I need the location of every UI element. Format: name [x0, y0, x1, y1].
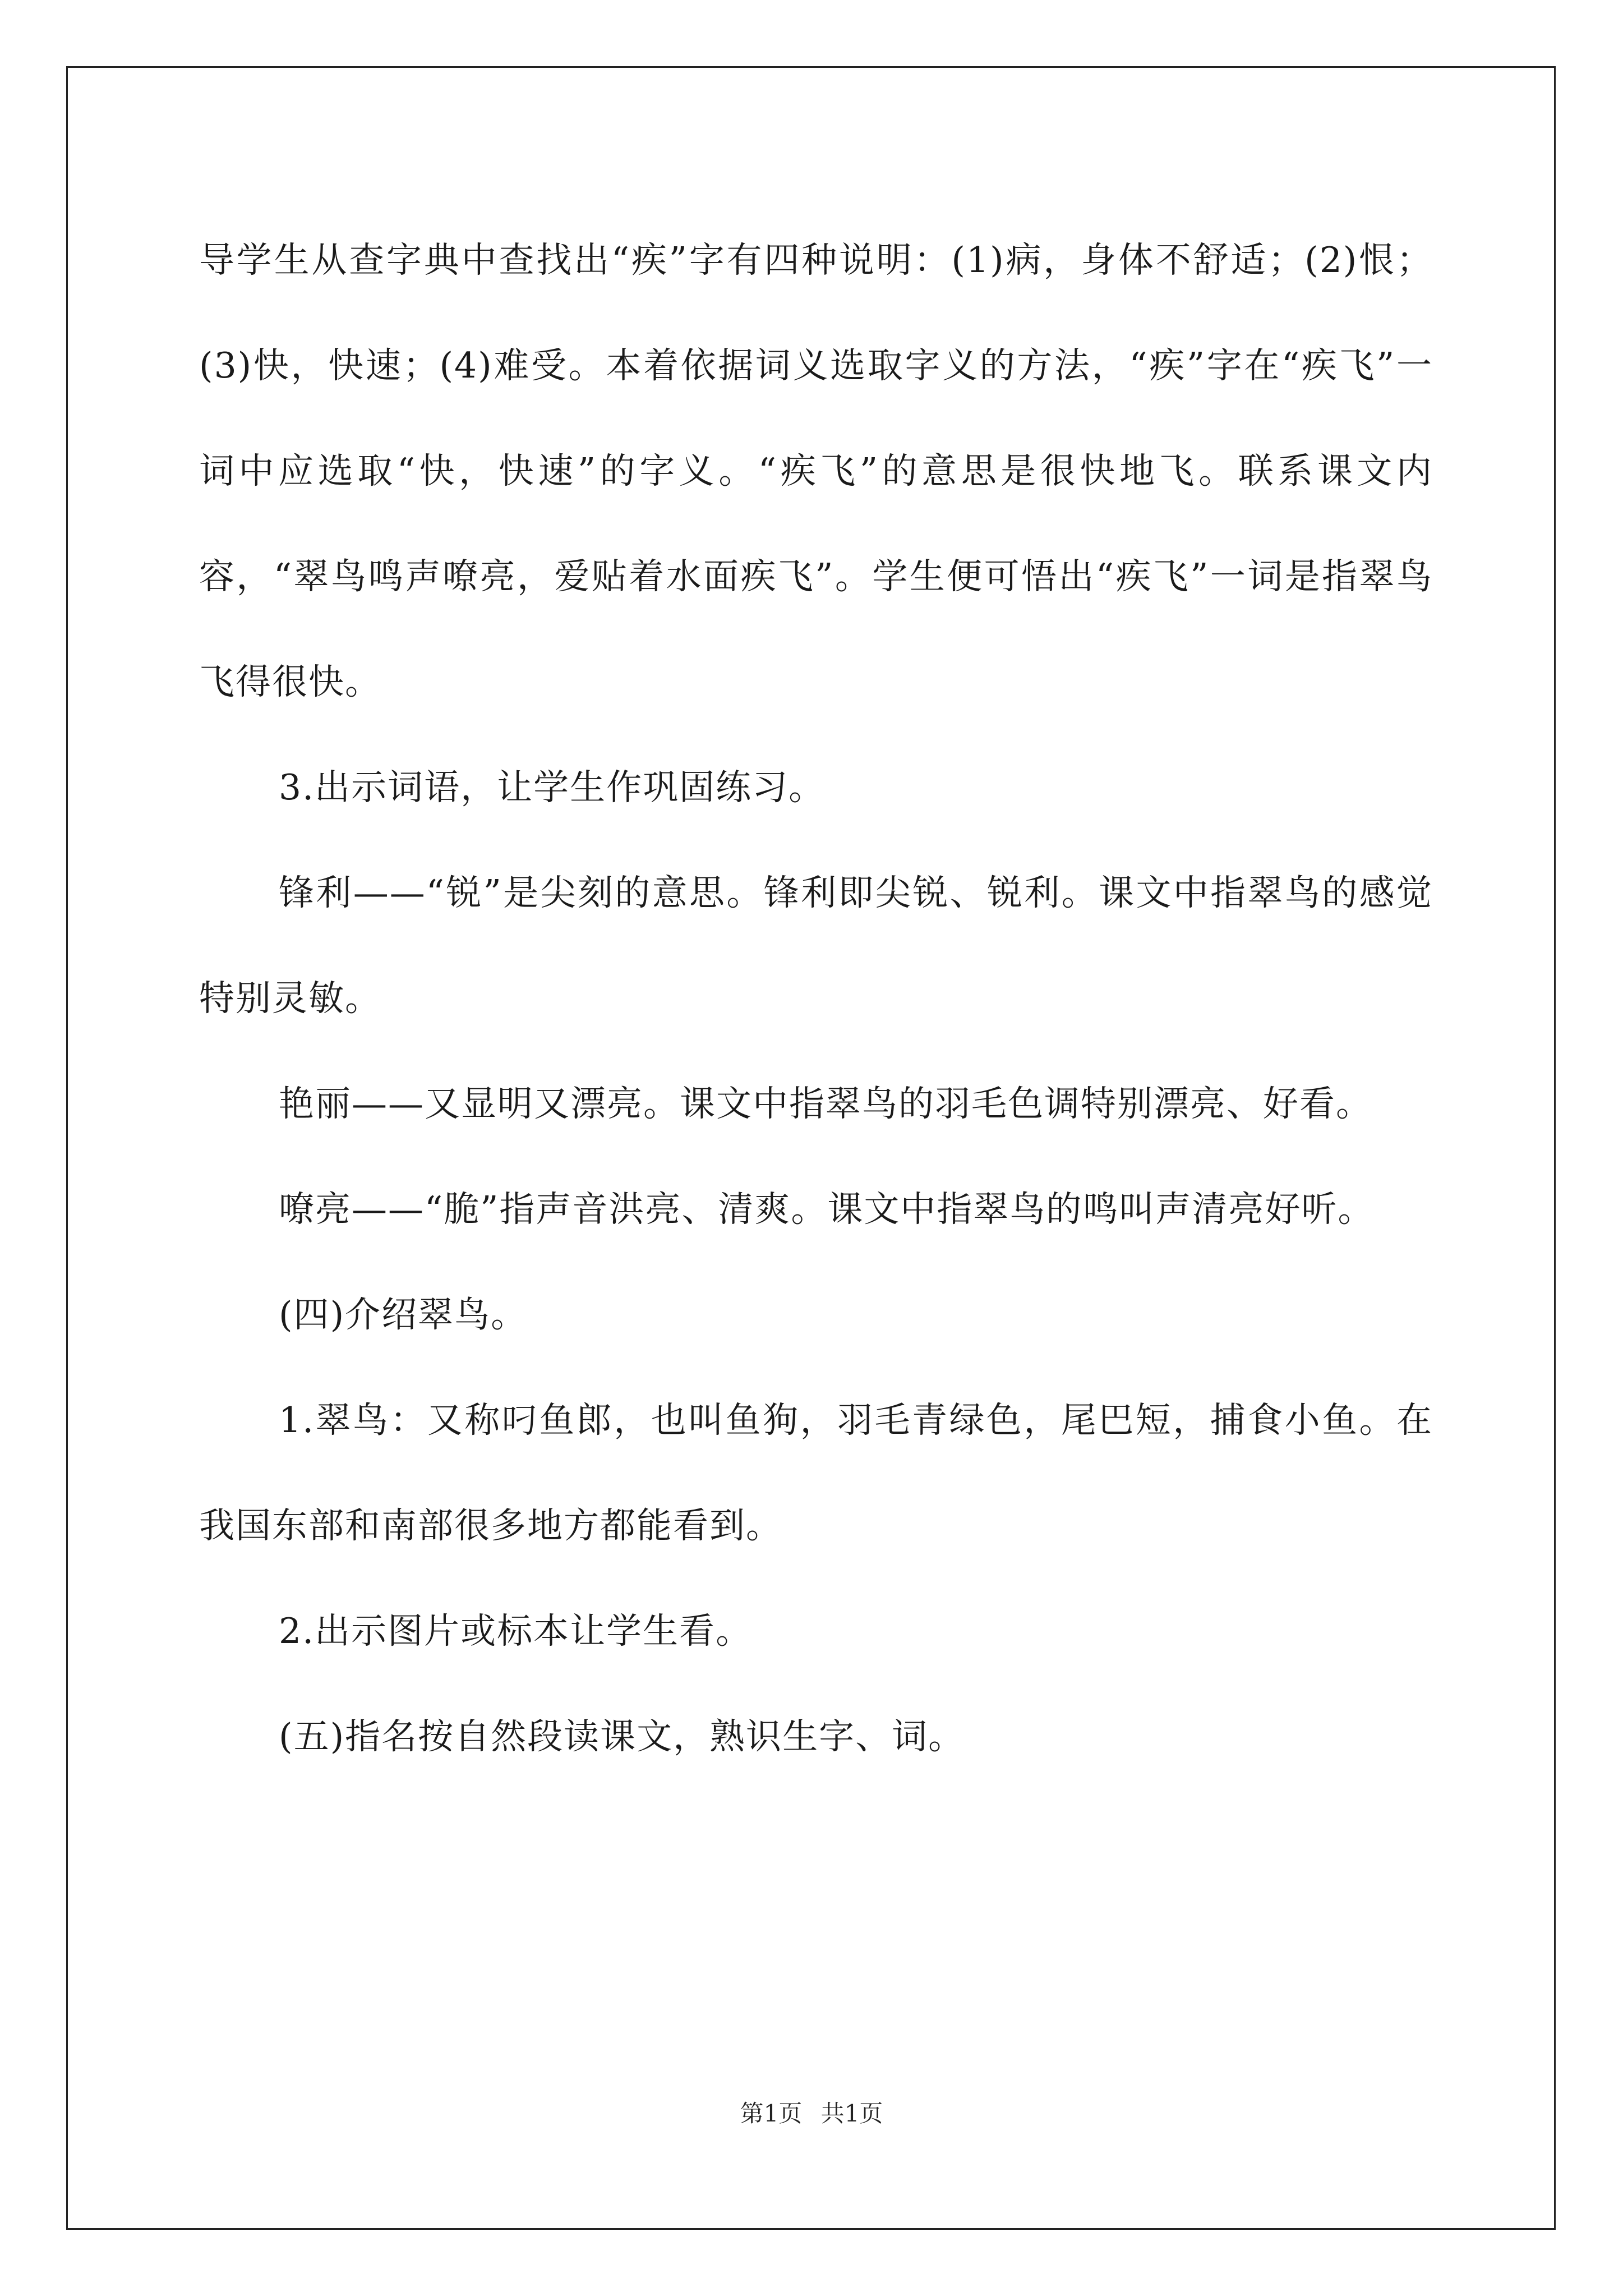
document-body: [199, 208, 1433, 1789]
paragraph-6: (四)介绍翠鸟。: [279, 1294, 528, 1335]
paragraph-8: 2.出示图片或标本让学生看。: [279, 1611, 753, 1651]
paragraph-3: 锋利——“锐”是尖刻的意思。锋利即尖锐、锐利。课文中指翠鸟的感觉特别灵敏。: [199, 872, 1433, 1019]
paragraph-2: 3.出示词语，让学生作巩固练习。: [279, 767, 826, 808]
paragraph-7: 1.翠鸟：又称叼鱼郎，也叫鱼狗，羽毛青绿色，尾巴短，捕食小鱼。在我国东部和南部很多地方都能看到。: [199, 1400, 1433, 1546]
paragraph-5: 嘹亮——“脆”指声音洪亮、清爽。课文中指翠鸟的鸣叫声清亮好听。: [279, 1189, 1375, 1230]
page-number-footer: 第1页 共1页: [740, 2100, 883, 2127]
paragraph-9: (五)指名按自然段读课文，熟识生字、词。: [279, 1716, 965, 1757]
paragraph-1: 导学生从查字典中查找出“疾”字有四种说明：(1)病，身体不舒适；(2)恨；(3)快，快速；(4)难受。本着依据词义选取字义的方法，“疾”字在“疾飞”一词中应选取“快，快速”的字义。“疾飞”的意思是很快地飞。联系课文内容，“翠鸟鸣声嘹亮，爱贴着水面疾飞”。学生便可悟出“疾飞”一词是指翠鸟飞得很快。: [199, 240, 1433, 702]
paragraph-4: 艳丽——又显明又漂亮。课文中指翠鸟的羽毛色调特别漂亮、好看。: [279, 1083, 1372, 1124]
